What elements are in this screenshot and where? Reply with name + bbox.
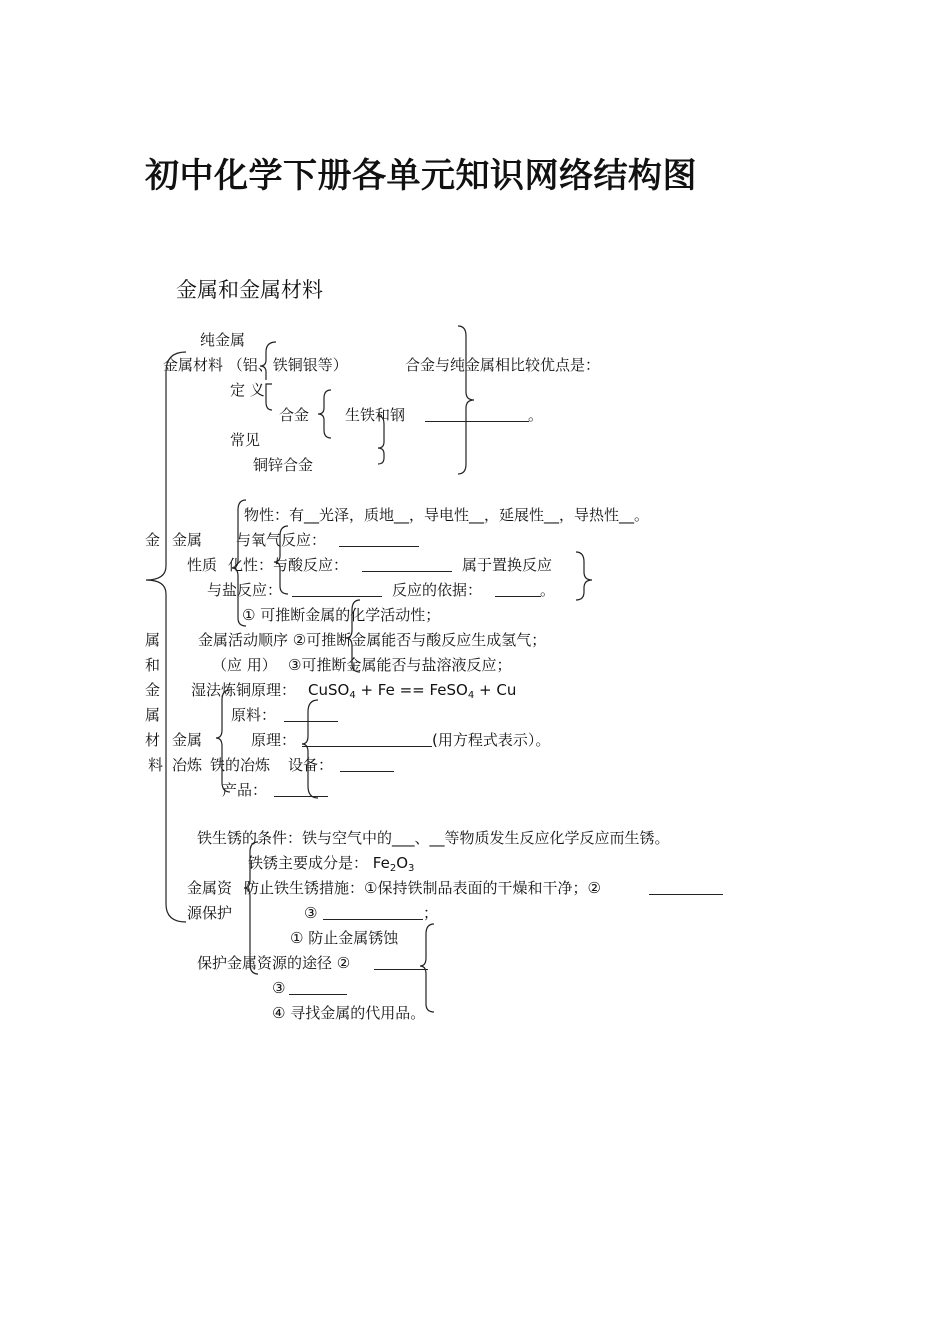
equipment-blank xyxy=(340,756,394,772)
equation-note: (用方程式表示）。 xyxy=(432,731,551,749)
wet-copper-equation: CuSO$_4$ + Fe == FeSO$_4$ + Cu xyxy=(308,681,517,701)
iron-steel-label: 生铁和钢 xyxy=(345,406,406,424)
measure-3-label: ③ xyxy=(304,904,318,922)
displacement-right-brace xyxy=(576,552,592,600)
salt-reaction-label: 与盐反应： xyxy=(207,581,283,599)
alloy-advantage-label: 合金与纯金属相比较优点是： xyxy=(405,356,601,374)
physical-property-line: 物性：有__光泽，质地__，导电性__，延展性__，导热性__。 xyxy=(244,506,650,524)
rust-main-line: 铁锈主要成分是： $Fe_2O_3$ xyxy=(248,854,415,874)
oxygen-blank xyxy=(339,531,419,547)
salt-blank xyxy=(292,581,382,597)
property-label: 性质 xyxy=(187,556,218,574)
application-label: （应 用） xyxy=(212,656,277,674)
acid-blank xyxy=(362,556,452,572)
measure-3-end: ； xyxy=(423,904,439,922)
rust-condition-line: 铁生锈的条件：铁与空气中的___、__等物质发生反应化学反应而生锈。 xyxy=(197,829,670,847)
period-mark: 。 xyxy=(528,406,544,424)
measure-3-blank xyxy=(323,904,423,920)
basis-period: 。 xyxy=(540,581,556,599)
metal-word-label: 金属 xyxy=(172,531,203,549)
basis-label: 反应的依据： xyxy=(392,581,483,599)
way-4: ④ 寻找金属的代用品。 xyxy=(272,1004,426,1022)
wet-copper-label: 湿法炼铜原理： xyxy=(191,681,297,699)
vertical-char-jin2: 金 xyxy=(145,681,161,699)
application-1: ① 可推断金属的化学活动性； xyxy=(242,606,441,624)
product-blank xyxy=(274,781,328,797)
smelting-label: 冶炼 xyxy=(172,756,203,774)
alloy-advantage-blank xyxy=(425,406,529,422)
prevent-rust-line: 防止铁生锈措施：①保持铁制品表面的干燥和干净；② xyxy=(244,879,601,897)
way-2-blank xyxy=(374,954,428,970)
activity-series-line: 金属活动顺序 ②可推断金属能否与酸反应生成氢气； xyxy=(198,631,547,649)
alloy-brace xyxy=(318,390,331,438)
metal2-label: 金属 xyxy=(172,731,203,749)
resource-protect-label: 源保护 xyxy=(187,904,233,922)
chemical-property-label: 化性：与酸反应： xyxy=(228,556,349,574)
iron-smelting-label: 铁的冶炼 xyxy=(210,756,271,774)
way-3-blank xyxy=(289,979,347,995)
raw-material-label: 原料： xyxy=(231,706,277,724)
displacement-label: 属于置换反应 xyxy=(462,556,553,574)
prevent-rust-blank-2 xyxy=(649,879,723,895)
basis-blank xyxy=(495,581,541,597)
definition-label: 定 义 xyxy=(230,381,265,399)
raw-material-blank xyxy=(284,706,338,722)
vertical-char-shu2: 属 xyxy=(145,706,161,724)
application-3: ③可推断金属能否与盐溶液反应； xyxy=(288,656,512,674)
common-label: 常见 xyxy=(230,431,261,449)
brass-label: 铜锌合金 xyxy=(253,456,314,474)
equipment-label: 设备： xyxy=(288,756,334,774)
vertical-char-cai: 材 xyxy=(145,731,161,749)
vertical-char-he: 和 xyxy=(145,656,161,674)
product-label: 产品： xyxy=(222,781,268,799)
metal-resource-label: 金属资 xyxy=(187,879,233,897)
protect-ways-label: 保护金属资源的途径 ② xyxy=(197,954,351,972)
oxygen-reaction-label: 与氧气反应： xyxy=(236,531,327,549)
alloy-label: 合金 xyxy=(279,406,310,424)
vertical-char-jin: 金 xyxy=(145,531,161,549)
pure-metal-label: 纯金属 xyxy=(200,331,246,349)
advantage-right-brace xyxy=(458,326,474,474)
principle-blank xyxy=(302,731,432,747)
metal-material-label: 金属材料 （铝、铁铜银等） xyxy=(163,356,348,374)
principle-label: 原理： xyxy=(251,731,297,749)
vertical-char-liao: 料 xyxy=(148,756,164,774)
way-3-label: ③ xyxy=(272,979,286,997)
page-title: 初中化学下册各单元知识网络结构图 xyxy=(145,156,697,196)
section-title: 金属和金属材料 xyxy=(176,278,323,302)
way-1: ① 防止金属锈蚀 xyxy=(290,929,399,947)
alloy-def-brace xyxy=(266,384,272,410)
vertical-char-shu: 属 xyxy=(145,631,161,649)
smelting-brace xyxy=(216,690,230,792)
